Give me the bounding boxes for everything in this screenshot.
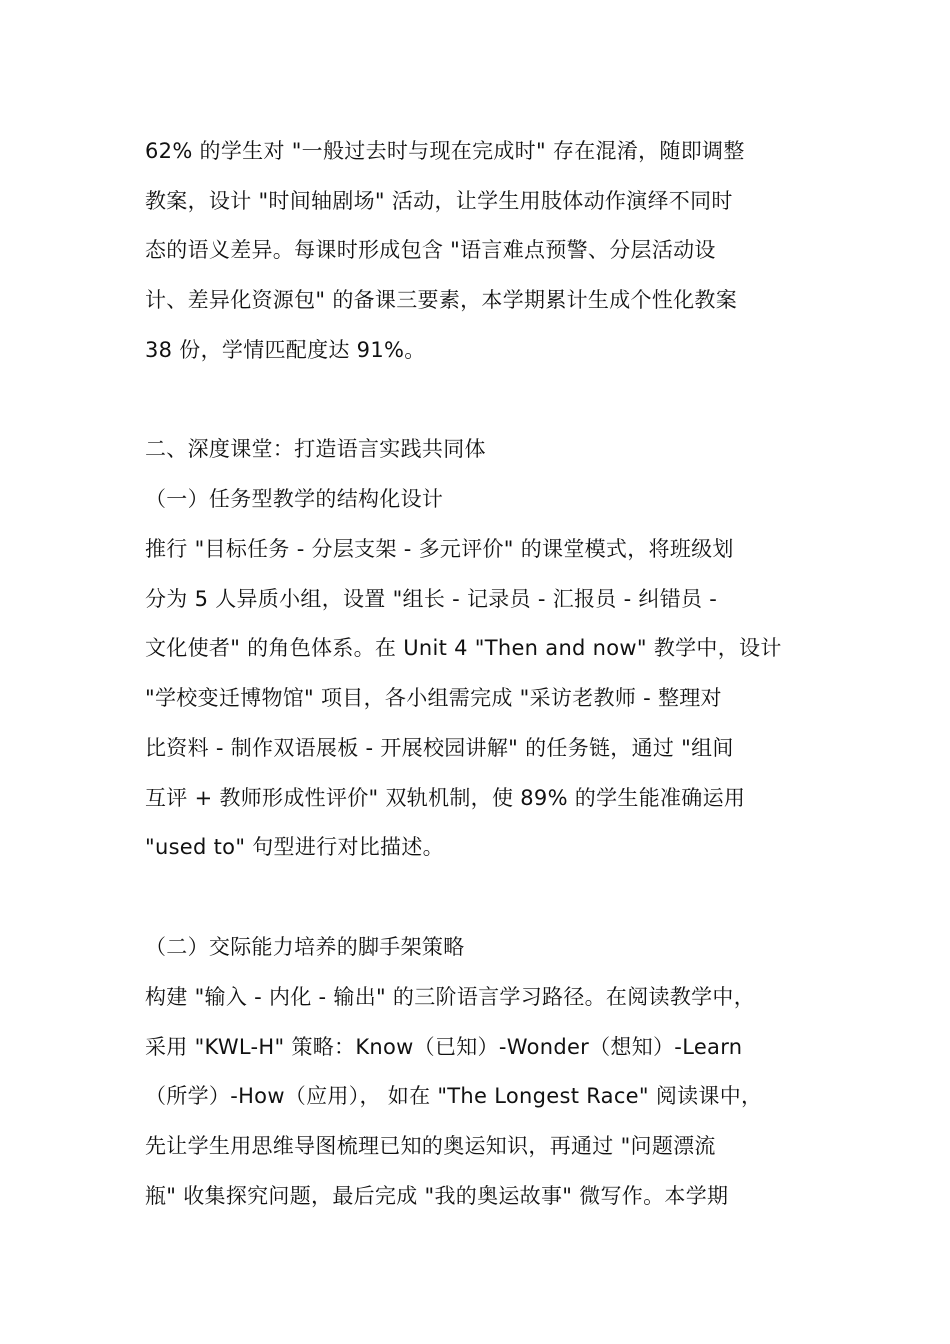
paragraph-1-line-2: 教案，设计 "时间轴剧场" 活动，让学生用肢体动作演绎不同时 [145,189,733,213]
paragraph-2-line-1: 推行 "目标任务 - 分层支架 - 多元评价" 的课堂模式，将班级划 [145,537,734,561]
section-heading: 二、深度课堂：打造语言实践共同体 [145,437,486,461]
paragraph-2-line-4: "学校变迁博物馆" 项目，各小组需完成 "采访老教师 - 整理对 [145,686,722,710]
paragraph-1-line-4: 计、差异化资源包" 的备课三要素，本学期累计生成个性化教案 [145,288,738,312]
paragraph-1-line-5: 38 份，学情匹配度达 91%。 [145,338,426,362]
paragraph-3-line-4: 先让学生用思维导图梳理已知的奥运知识，再通过 "问题漂流 [145,1134,716,1158]
paragraph-2-line-2: 分为 5 人异质小组，设置 "组长 - 记录员 - 汇报员 - 纠错员 - [145,587,718,611]
paragraph-1-line-3: 态的语义差异。每课时形成包含 "语言难点预警、分层活动设 [145,238,716,262]
paragraph-2-line-5: 比资料 - 制作双语展板 - 开展校园讲解" 的任务链，通过 "组间 [145,736,734,760]
paragraph-3-line-3: （所学）-How（应用）， 如在 "The Longest Race" 阅读课中， [145,1084,763,1108]
paragraph-3-line-2: 采用 "KWL-H" 策略：Know（已知）-Wonder（想知）-Learn [145,1035,743,1059]
subsection-heading-2: （二）交际能力培养的脚手架策略 [145,935,465,959]
paragraph-3-line-5: 瓶" 收集探究问题，最后完成 "我的奥运故事" 微写作。本学期 [145,1184,729,1208]
paragraph-2-line-6: 互评 + 教师形成性评价" 双轨机制，使 89% 的学生能准确运用 [145,786,746,810]
paragraph-3-line-1: 构建 "输入 - 内化 - 输出" 的三阶语言学习路径。在阅读教学中， [145,985,756,1009]
subsection-heading-1: （一）任务型教学的结构化设计 [145,487,444,511]
paragraph-2-line-7: "used to" 句型进行对比描述。 [145,835,444,859]
paragraph-2-line-3: 文化使者" 的角色体系。在 Unit 4 "Then and now" 教学中，设计 [145,636,782,660]
paragraph-1-line-1: 62% 的学生对 "一般过去时与现在完成时" 存在混淆，随即调整 [145,139,745,163]
